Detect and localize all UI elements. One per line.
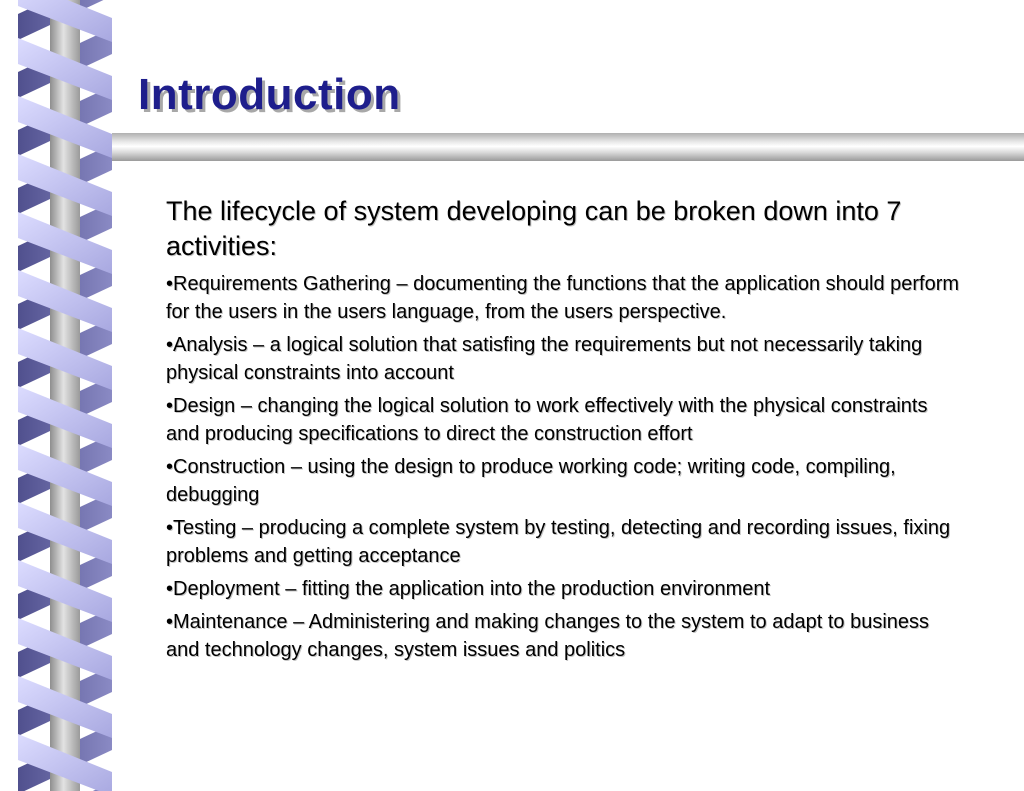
title-underline-bar	[112, 133, 1024, 161]
bullet-deployment: •Deployment – fitting the application into the production environment	[166, 578, 771, 600]
slide-title: Introduction	[138, 70, 401, 119]
bullet-construction: •Construction – using the design to produce working code; writing code, compiling, debugging	[166, 456, 896, 506]
intro-paragraph: The lifecycle of system developing can be broken down into 7 activities:	[166, 196, 902, 261]
bullet-design: •Design – changing the logical solution to work effectively with the physical constraints and producing specifications to direct the construction effort	[166, 395, 928, 445]
slide-content	[166, 194, 966, 669]
twisted-ribbon-decoration	[0, 0, 115, 791]
activity-list	[166, 270, 966, 664]
bullet-testing: •Testing – producing a complete system by testing, detecting and recording issues, fixing problems and getting acceptance	[166, 517, 951, 567]
bullet-maintenance: •Maintenance – Administering and making changes to the system to adapt to business and technology changes, system issues and politics	[166, 611, 930, 661]
bullet-requirements-gathering: •Requirements Gathering – documenting the functions that the application should perform for the users in the users language, from the users perspective.	[166, 273, 960, 323]
bullet-analysis: •Analysis – a logical solution that satisfing the requirements but not necessarily taking physical constraints into account	[166, 334, 923, 384]
